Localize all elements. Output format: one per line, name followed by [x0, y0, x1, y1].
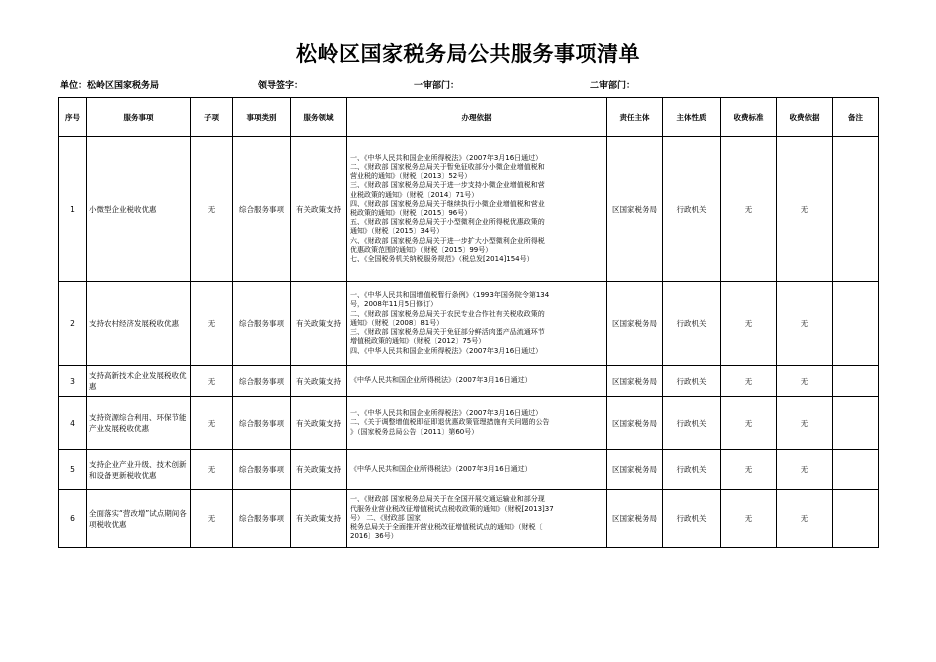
basis-line: 通知》（财税〔2008〕81号） — [350, 318, 444, 327]
basis-line: 《中华人民共和国企业所得税法》（2007年3月16日通过） — [350, 464, 532, 473]
second-review-label: 二审部门： — [590, 81, 636, 91]
header-note: 备注 — [833, 98, 879, 137]
note-cell — [833, 282, 879, 366]
table-row — [59, 282, 879, 366]
service-domain-cell: 有关政策支持 — [291, 490, 347, 548]
sub-item-cell: 无 — [191, 282, 233, 366]
basis-line: 业税政策的通知》（财税〔2014〕71号） — [350, 190, 479, 199]
service-domain-cell: 有关政策支持 — [291, 137, 347, 282]
first-review-label: 一审部门： — [414, 81, 460, 91]
header-subject: 责任主体 — [607, 98, 663, 137]
table-row — [59, 137, 879, 282]
service-items-table — [58, 97, 879, 548]
basis-line: 2016〕36号） — [350, 532, 398, 541]
basis-line: 营业税的通知》（财税〔2013〕52号） — [350, 172, 472, 181]
row-number-cell: 5 — [59, 450, 87, 490]
fee-basis-cell: 无 — [777, 282, 833, 366]
basis-line: 《中华人民共和国企业所得税法》（2007年3月16日通过） — [350, 376, 532, 385]
service-item-cell: 支持资源综合利用、环保节能产业发展税收优惠 — [87, 397, 191, 450]
fee-standard-cell: 无 — [721, 282, 777, 366]
subject-nature-cell: 行政机关 — [663, 450, 721, 490]
row-number-cell: 3 — [59, 366, 87, 397]
header-fee-standard: 收费标准 — [721, 98, 777, 137]
basis-line: 优惠政策范围的通知》（财税〔2015〕99号） — [350, 245, 493, 254]
sub-item-cell: 无 — [191, 490, 233, 548]
fee-standard-cell: 无 — [721, 397, 777, 450]
row-number-cell: 1 — [59, 137, 87, 282]
basis-line: 通知》（财税〔2015〕34号） — [350, 227, 444, 236]
basis-cell — [347, 450, 607, 490]
table-row — [59, 450, 879, 490]
header-domain: 服务领域 — [291, 98, 347, 137]
subject-nature-cell: 行政机关 — [663, 366, 721, 397]
category-cell: 综合服务事项 — [233, 490, 291, 548]
note-cell — [833, 397, 879, 450]
row-number-cell: 2 — [59, 282, 87, 366]
fee-basis-cell: 无 — [777, 450, 833, 490]
basis-line: 税务总局关于全面推开营业税改征增值税试点的通知》（财税〔 — [350, 523, 543, 532]
header-category: 事项类别 — [233, 98, 291, 137]
subject-nature-cell: 行政机关 — [663, 282, 721, 366]
service-domain-cell: 有关政策支持 — [291, 282, 347, 366]
responsible-subject-cell: 区国家税务局 — [607, 397, 663, 450]
header-no: 序号 — [59, 98, 87, 137]
category-cell: 综合服务事项 — [233, 366, 291, 397]
basis-line: 四、《财政部 国家税务总局关于继续执行小微企业增值税和营业 — [350, 199, 545, 208]
service-item-cell: 支持农村经济发展税收优惠 — [87, 282, 191, 366]
basis-cell — [347, 137, 607, 282]
header-nature: 主体性质 — [663, 98, 721, 137]
basis-line: 三、《财政部 国家税务总局关于进一步支持小微企业增值税和营 — [350, 181, 545, 190]
basis-line: 五、《财政部 国家税务总局关于小型微利企业所得税优惠政策的 — [350, 218, 545, 227]
table-row — [59, 490, 879, 548]
note-cell — [833, 450, 879, 490]
table-row — [59, 366, 879, 397]
row-number-cell: 4 — [59, 397, 87, 450]
responsible-subject-cell: 区国家税务局 — [607, 137, 663, 282]
basis-cell — [347, 366, 607, 397]
basis-line: 税政策的通知》（财税〔2015〕96号） — [350, 209, 472, 217]
service-item-cell: 小微型企业税收优惠 — [87, 137, 191, 282]
basis-line: 七、《全国税务机关纳税服务规范》（税总发[2014]154号） — [350, 255, 534, 264]
basis-line: 号，2008年11月5日修订） — [350, 300, 438, 309]
category-cell: 综合服务事项 — [233, 137, 291, 282]
leader-signature-label: 领导签字： — [258, 81, 304, 91]
fee-basis-cell: 无 — [777, 137, 833, 282]
basis-cell — [347, 490, 607, 548]
basis-line: 二、《财政部 国家税务总局关于农民专业合作社有关税收政策的 — [350, 309, 545, 318]
table-row — [59, 397, 879, 450]
fee-basis-cell: 无 — [777, 397, 833, 450]
note-cell — [833, 490, 879, 548]
fee-standard-cell: 无 — [721, 490, 777, 548]
basis-line: 三、《财政部 国家税务总局关于免征部分鲜活肉蛋产品流通环节 — [350, 328, 545, 337]
page-title: 松岭区国家税务局公共服务事项清单 — [296, 42, 640, 66]
category-cell: 综合服务事项 — [233, 282, 291, 366]
subject-nature-cell: 行政机关 — [663, 490, 721, 548]
unit-label: 单位：松岭区国家税务局 — [60, 81, 160, 91]
basis-line: 号） 二、《财政部 国家 — [350, 513, 421, 522]
fee-standard-cell: 无 — [721, 366, 777, 397]
category-cell: 综合服务事项 — [233, 450, 291, 490]
basis-line: 二、《财政部 国家税务总局关于暂免征收部分小微企业增值税和 — [350, 162, 545, 171]
sub-item-cell: 无 — [191, 366, 233, 397]
basis-line: 四、《中华人民共和国企业所得税法》（2007年3月16日通过） — [350, 346, 543, 355]
header-sub: 子项 — [191, 98, 233, 137]
fee-basis-cell: 无 — [777, 366, 833, 397]
responsible-subject-cell: 区国家税务局 — [607, 366, 663, 397]
basis-line: 一、《财政部 国家税务总局关于在全国开展交通运输业和部分现 — [350, 495, 545, 504]
basis-line: 增值税政策的通知》（财税〔2012〕75号） — [350, 337, 486, 346]
note-cell — [833, 366, 879, 397]
basis-line: 二、《关于调整增值税即征即退优惠政策管理措施有关问题的公告 — [350, 418, 550, 427]
fee-standard-cell: 无 — [721, 137, 777, 282]
header-service: 服务事项 — [87, 98, 191, 137]
service-domain-cell: 有关政策支持 — [291, 366, 347, 397]
note-cell — [833, 137, 879, 282]
subject-nature-cell: 行政机关 — [663, 397, 721, 450]
basis-line: 一、《中华人民共和国企业所得税法》（2007年3月16日通过） — [350, 153, 543, 162]
responsible-subject-cell: 区国家税务局 — [607, 282, 663, 366]
basis-line: 一、《中华人民共和国企业所得税法》（2007年3月16日通过） — [350, 409, 543, 418]
row-number-cell: 6 — [59, 490, 87, 548]
category-cell: 综合服务事项 — [233, 397, 291, 450]
header-fee-basis: 收费依据 — [777, 98, 833, 137]
basis-cell — [347, 397, 607, 450]
sub-item-cell: 无 — [191, 137, 233, 282]
service-item-cell: 全面落实“营改增”试点期间各项税收优惠 — [87, 490, 191, 548]
basis-line: 》（国家税务总局公告〔2011〕第60号） — [350, 427, 479, 436]
service-item-cell: 支持企业产业升级、技术创新和设备更新税收优惠 — [87, 450, 191, 490]
basis-line: 代服务业营业税改征增值税试点税收政策的通知》（财税[2013]37 — [350, 504, 554, 513]
table-header-row — [59, 98, 879, 137]
service-item-cell: 支持高新技术企业发展税收优惠 — [87, 366, 191, 397]
fee-standard-cell: 无 — [721, 450, 777, 490]
sub-item-cell: 无 — [191, 397, 233, 450]
subject-nature-cell: 行政机关 — [663, 137, 721, 282]
basis-line: 六、《财政部 国家税务总局关于进一步扩大小型微利企业所得税 — [350, 236, 545, 245]
basis-cell — [347, 282, 607, 366]
service-domain-cell: 有关政策支持 — [291, 450, 347, 490]
sub-item-cell: 无 — [191, 450, 233, 490]
basis-line: 一、《中华人民共和国增值税暂行条例》（1993年国务院令第134 — [350, 291, 550, 300]
responsible-subject-cell: 区国家税务局 — [607, 450, 663, 490]
service-domain-cell: 有关政策支持 — [291, 397, 347, 450]
fee-basis-cell: 无 — [777, 490, 833, 548]
header-basis: 办理依据 — [347, 98, 607, 137]
responsible-subject-cell: 区国家税务局 — [607, 490, 663, 548]
